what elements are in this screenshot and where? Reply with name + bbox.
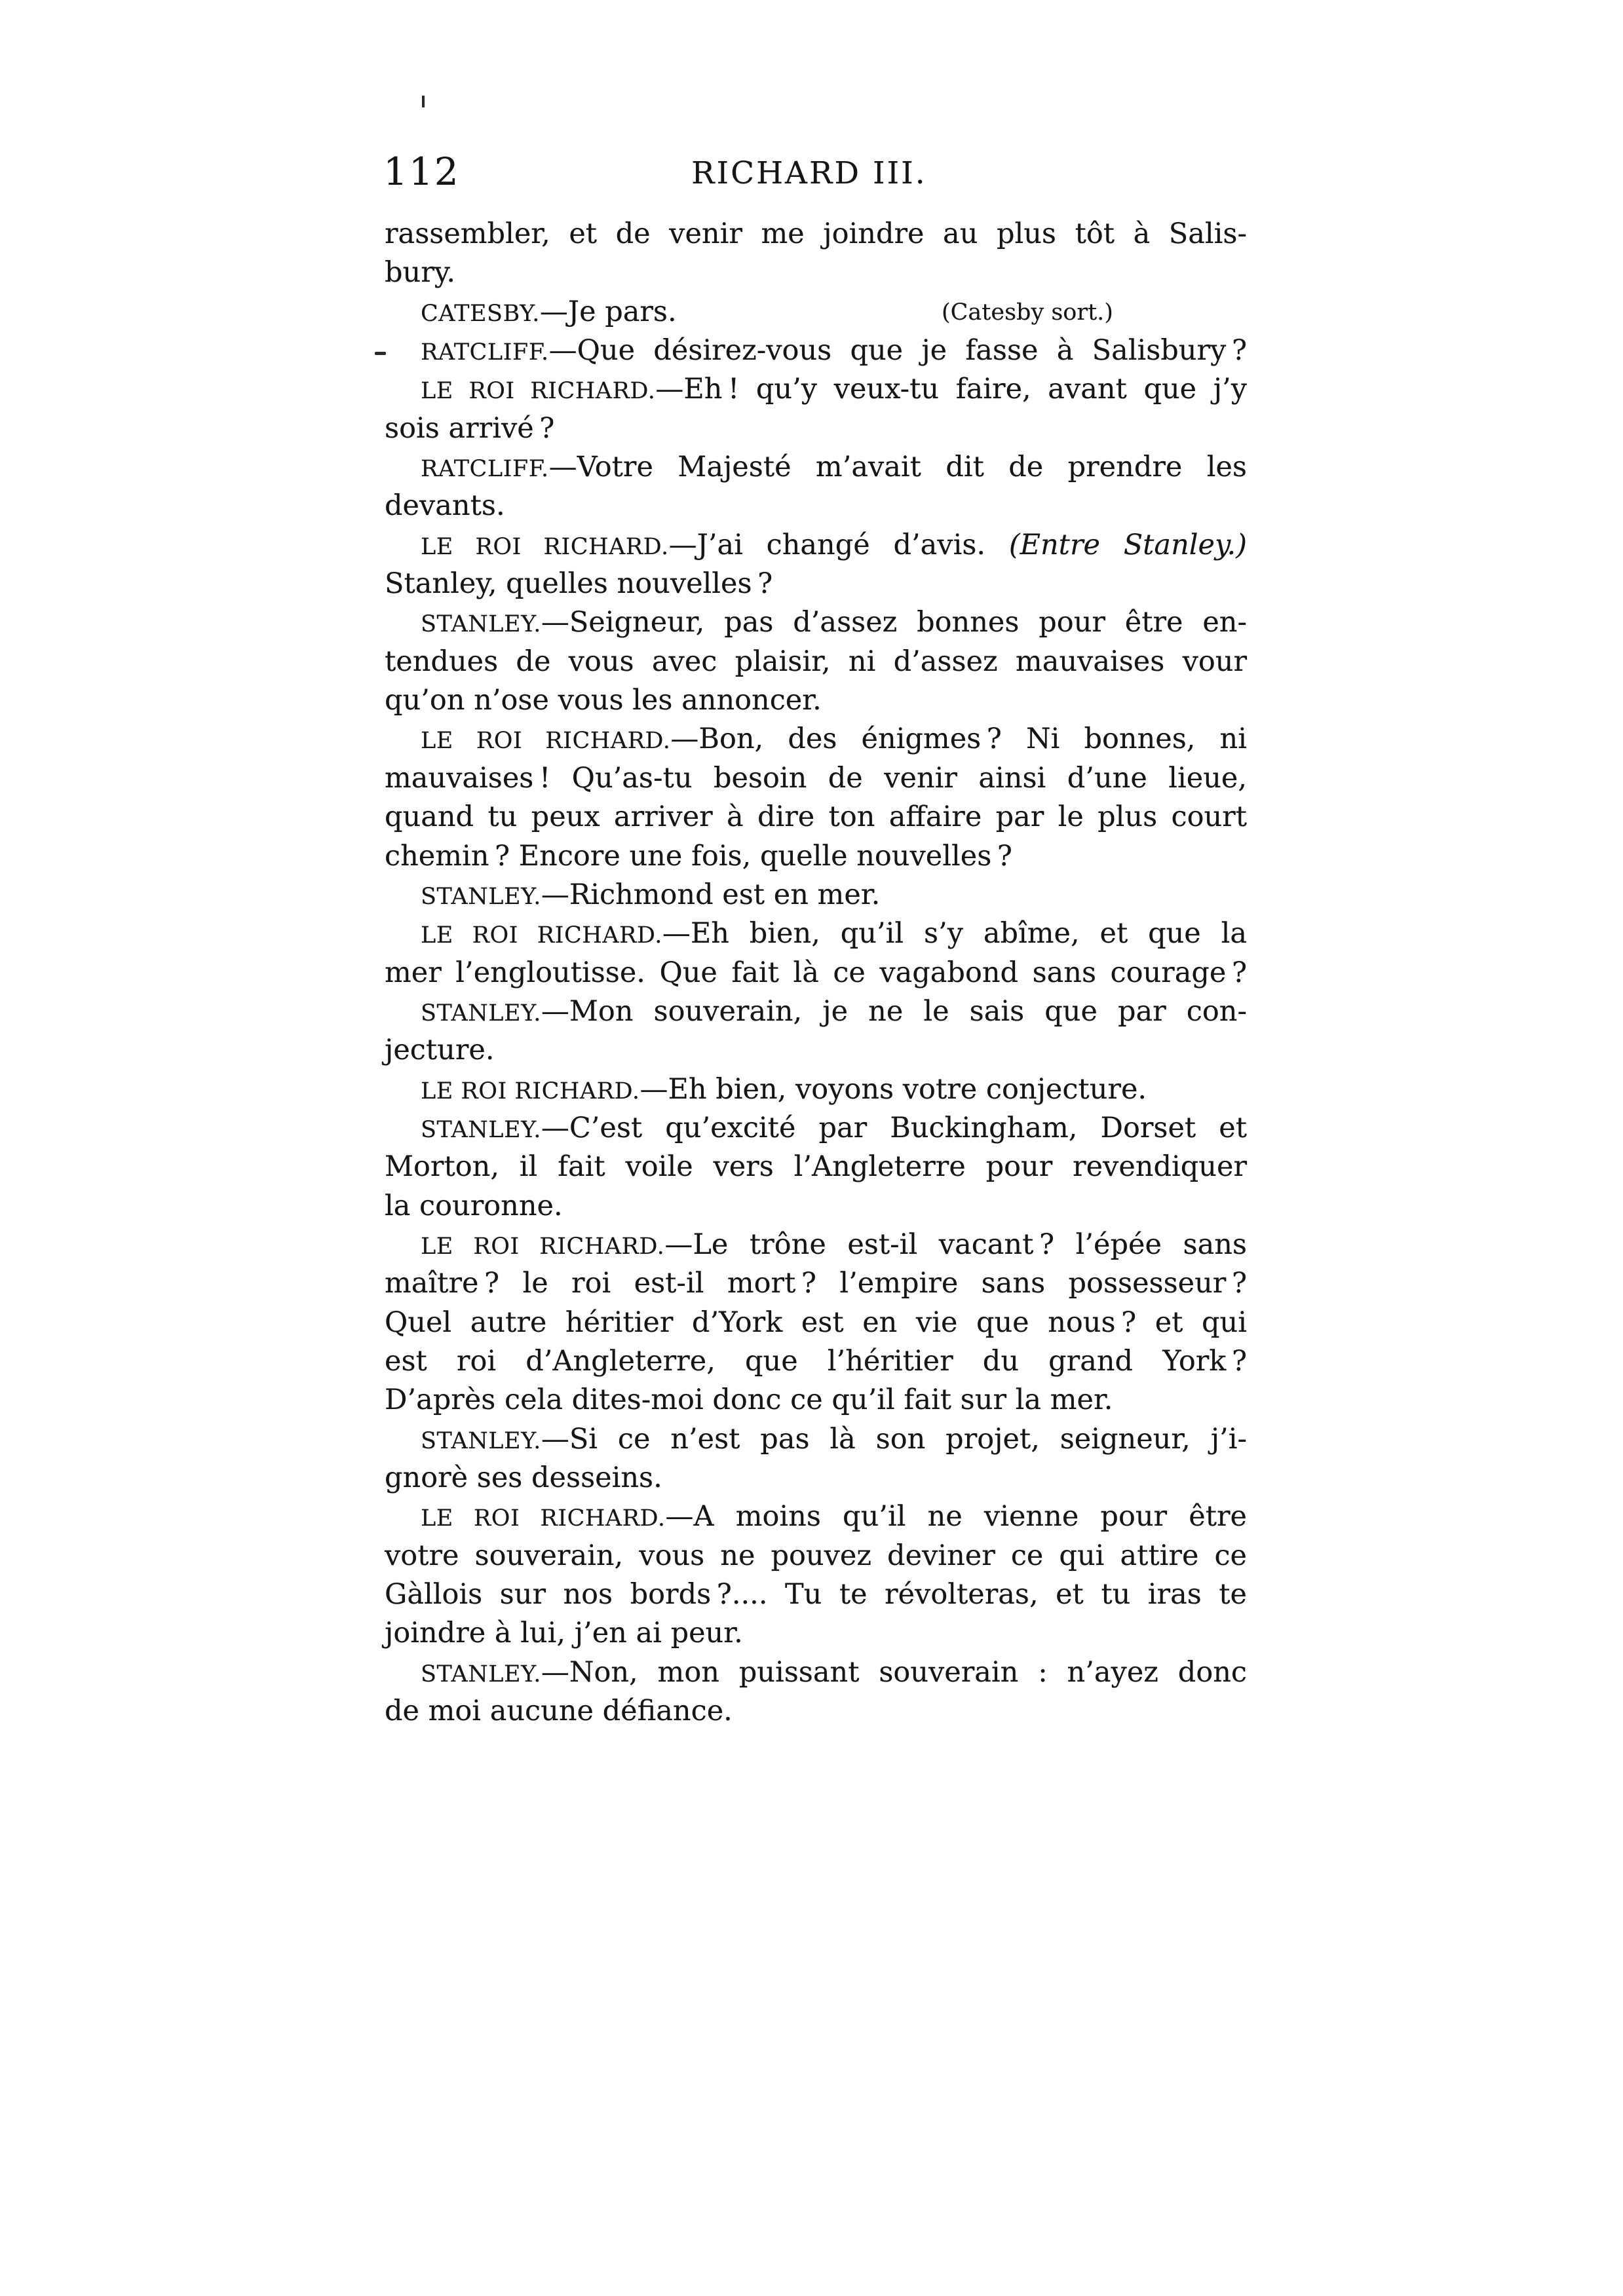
speaker-name: RATCLIFF. (421, 339, 549, 366)
scan-artifact-tick (422, 96, 425, 107)
speaker-name: STANLEY. (421, 1661, 541, 1687)
text-line (385, 331, 1247, 370)
running-title: RICHARD III. (691, 155, 927, 191)
dialogue-text: —Le trône est-il vacant ? l’épée sans (664, 1228, 1247, 1261)
speaker-name: LE ROI RICHARD. (421, 1078, 640, 1104)
text-line (385, 1070, 1247, 1109)
dialogue-text: —Eh bien, qu’il s’y abîme, et que la (662, 917, 1248, 950)
text-line (385, 526, 1247, 565)
text-line (385, 254, 1247, 292)
dialogue-text: Gàllois sur nos bords ?.... Tu te révolteras, et tu iras te (385, 1578, 1247, 1611)
text-line (385, 1148, 1247, 1186)
dialogue-text: —Mon souverain, je ne le sais que par con- (541, 994, 1247, 1028)
dialogue-text: est roi d’Angleterre, que l’héritier du grand York ? (385, 1344, 1247, 1378)
dialogue-text: votre souverain, vous ne pouvez deviner ce qui attire ce (385, 1539, 1247, 1572)
text-line (385, 1537, 1247, 1575)
text-line (385, 1692, 1247, 1731)
text-line (385, 1497, 1247, 1536)
dialogue-text: de moi aucune défiance. (385, 1695, 733, 1728)
dialogue-text: —A moins qu’il ne vienne pour être (665, 1500, 1248, 1534)
dialogue-text: gnorè ses desseins. (385, 1461, 662, 1494)
stage-direction-right: (Catesby sort.) (942, 299, 1113, 326)
dialogue-text: —Si ce n’est pas là son projet, seigneur, j’i- (541, 1422, 1247, 1456)
dialogue-text: quand tu peux arriver à dire ton affaire par le plus court (385, 800, 1247, 834)
dialogue-text: D’après cela dites-moi donc ce qu’il fait sur la mer. (385, 1383, 1113, 1417)
stage-direction-inline: (Entre Stanley.) (1008, 528, 1247, 561)
speaker-name: LE ROI RICHARD. (421, 378, 656, 405)
text-line (385, 1264, 1247, 1303)
text-line (385, 1653, 1247, 1692)
text-line (385, 681, 1247, 720)
dialogue-text: qu’on n’ose vous les annoncer. (385, 684, 822, 717)
dialogue-text: bury. (385, 256, 456, 290)
speaker-name: CATESBY. (421, 300, 540, 327)
dialogue-text: mauvaises ! Qu’as-tu besoin de venir ainsi d’une lieue, (385, 761, 1247, 795)
speaker-name: LE ROI RICHARD. (421, 728, 671, 755)
dialogue-text: —Eh bien, voyons votre conjecture. (640, 1072, 1147, 1106)
dialogue-text: Morton, il fait voile vers l’Angleterre pour revendiquer (385, 1150, 1247, 1184)
dialogue-text: Quel autre héritier d’York est en vie que nous ? et qui (385, 1306, 1247, 1339)
dialogue-text: tendues de vous avec plaisir, ni d’assez mauvaises vour (385, 645, 1247, 678)
speaker-name: LE ROI RICHARD. (421, 1233, 665, 1260)
dialogue-text: —Richmond est en mer. (541, 878, 881, 911)
dialogue-text: sois arrivé ? (385, 411, 555, 445)
dialogue-text: —C’est qu’excité par Buckingham, Dorset et (541, 1111, 1247, 1144)
text-line (385, 487, 1247, 525)
dialogue-text: —Seigneur, pas d’assez bonnes pour être en- (541, 606, 1247, 639)
text-line (385, 798, 1247, 837)
text-line (385, 876, 1247, 914)
text-line (385, 215, 1247, 254)
speaker-name: LE ROI RICHARD. (421, 922, 662, 949)
dialogue-text: maître ? le roi est-il mort ? l’empire sans possesseur ? (385, 1267, 1247, 1300)
text-line (385, 1031, 1247, 1070)
text-line (385, 1614, 1247, 1653)
text-line (385, 1575, 1247, 1614)
text-line (385, 293, 1247, 331)
text-line (385, 992, 1247, 1031)
dialogue-text: —Non, mon puissant souverain : n’ayez donc (541, 1655, 1247, 1689)
text-line (385, 1459, 1247, 1497)
dialogue-text: —Je pars. (539, 295, 677, 328)
speaker-name: STANLEY. (421, 1000, 541, 1026)
text-line (385, 914, 1247, 953)
text-line (385, 1187, 1247, 1226)
dialogue-text: —Votre Majesté m’avait dit de prendre les (548, 451, 1247, 484)
dialogue-text: Stanley, quelles nouvelles ? (385, 567, 773, 601)
text-line (385, 837, 1247, 876)
dialogue-text: mer l’engloutisse. Que fait là ce vagabond sans courage ? (385, 956, 1247, 989)
text-line (385, 1226, 1247, 1264)
page-number: 112 (383, 149, 460, 194)
dialogue-text: —J’ai changé d’avis. (668, 528, 1009, 561)
dialogue-text: —Eh ! qu’y veux-tu faire, avant que j’y (655, 373, 1248, 406)
dialogue-text: rassembler, et de venir me joindre au plus tôt à Salis- (385, 217, 1247, 250)
text-line (385, 1420, 1247, 1459)
dialogue-text: devants. (385, 489, 505, 523)
dialogue-text: chemin ? Encore une fois, quelle nouvelles ? (385, 839, 1012, 873)
text-line (385, 603, 1247, 642)
dialogue-text: —Que désirez-vous que je fasse à Salisbury ? (548, 334, 1247, 367)
speaker-name: LE ROI RICHARD. (421, 533, 669, 560)
text-line (385, 1109, 1247, 1148)
text-line (385, 643, 1247, 681)
speaker-name: STANLEY. (421, 611, 541, 638)
text-line (385, 759, 1247, 798)
text-line (385, 448, 1247, 487)
speaker-name: LE ROI RICHARD. (421, 1505, 666, 1532)
text-line (385, 1304, 1247, 1342)
speaker-name: STANLEY. (421, 883, 541, 910)
dialogue-text: jecture. (385, 1034, 495, 1067)
text-line (385, 954, 1247, 992)
text-line (385, 370, 1247, 409)
dialogue-text: —Bon, des énigmes ? Ni bonnes, ni (670, 723, 1248, 756)
text-line (385, 1342, 1247, 1381)
page-body-text (385, 215, 1247, 1731)
text-line (385, 1381, 1247, 1420)
speaker-name: RATCLIFF. (421, 456, 549, 483)
speaker-name: STANLEY. (421, 1427, 541, 1454)
scan-artifact-dash (375, 352, 386, 355)
speaker-name: STANLEY. (421, 1116, 541, 1143)
text-line (385, 409, 1247, 448)
dialogue-text: la couronne. (385, 1189, 563, 1222)
text-line (385, 565, 1247, 603)
text-line (385, 720, 1247, 759)
dialogue-text: joindre à lui, j’en ai peur. (385, 1617, 743, 1650)
